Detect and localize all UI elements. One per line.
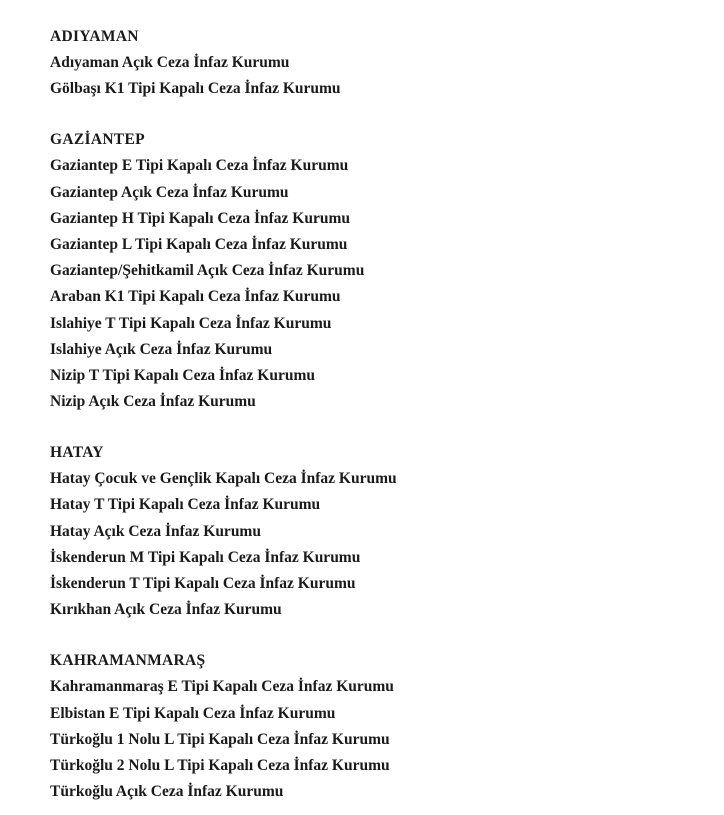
section-heading: HATAY (50, 444, 104, 462)
section-hatay (50, 440, 704, 623)
list-item: Gaziantep E Tipi Kapalı Ceza İnfaz Kurumu (50, 157, 349, 175)
section-heading: GAZİANTEP (50, 131, 145, 149)
list-item: Türkoğlu Açık Ceza İnfaz Kurumu (50, 783, 284, 801)
list-item: Nizip Açık Ceza İnfaz Kurumu (50, 393, 256, 411)
document-page (50, 24, 704, 805)
section-kahramanmaras (50, 648, 704, 805)
list-item: Türkoğlu 1 Nolu L Tipi Kapalı Ceza İnfaz Kurumu (50, 730, 390, 748)
section-spacer (50, 102, 704, 127)
section-adiyaman (50, 24, 704, 102)
list-item: Gölbaşı K1 Tipi Kapalı Ceza İnfaz Kurumu (50, 80, 341, 98)
list-item: Gaziantep/Şehitkamil Açık Ceza İnfaz Kurumu (50, 262, 365, 280)
list-item: Türkoğlu 2 Nolu L Tipi Kapalı Ceza İnfaz Kurumu (50, 756, 390, 774)
section-heading: KAHRAMANMARAŞ (50, 652, 206, 670)
list-item: Araban K1 Tipi Kapalı Ceza İnfaz Kurumu (50, 288, 341, 306)
list-item: Hatay Çocuk ve Gençlik Kapalı Ceza İnfaz Kurumu (50, 470, 397, 488)
section-spacer (50, 415, 704, 440)
list-item: Elbistan E Tipi Kapalı Ceza İnfaz Kurumu (50, 704, 336, 722)
list-item: Gaziantep L Tipi Kapalı Ceza İnfaz Kurumu (50, 235, 348, 253)
list-item: Gaziantep H Tipi Kapalı Ceza İnfaz Kurumu (50, 209, 350, 227)
list-item: Gaziantep Açık Ceza İnfaz Kurumu (50, 183, 289, 201)
list-item: Kahramanmaraş E Tipi Kapalı Ceza İnfaz Kurumu (50, 678, 394, 696)
section-spacer (50, 623, 704, 648)
section-heading: ADIYAMAN (50, 28, 139, 45)
list-item: Kırıkhan Açık Ceza İnfaz Kurumu (50, 601, 282, 619)
list-item: İskenderun T Tipi Kapalı Ceza İnfaz Kurumu (50, 575, 356, 592)
list-item: Hatay Açık Ceza İnfaz Kurumu (50, 522, 261, 540)
list-item: Islahiye T Tipi Kapalı Ceza İnfaz Kurumu (50, 314, 332, 332)
list-item: Nizip T Tipi Kapalı Ceza İnfaz Kurumu (50, 366, 315, 384)
list-item: İskenderun M Tipi Kapalı Ceza İnfaz Kurumu (50, 548, 361, 566)
section-gaziantep (50, 127, 704, 415)
list-item: Hatay T Tipi Kapalı Ceza İnfaz Kurumu (50, 496, 321, 514)
list-item: Islahiye Açık Ceza İnfaz Kurumu (50, 340, 273, 358)
list-item: Adıyaman Açık Ceza İnfaz Kurumu (50, 54, 290, 71)
